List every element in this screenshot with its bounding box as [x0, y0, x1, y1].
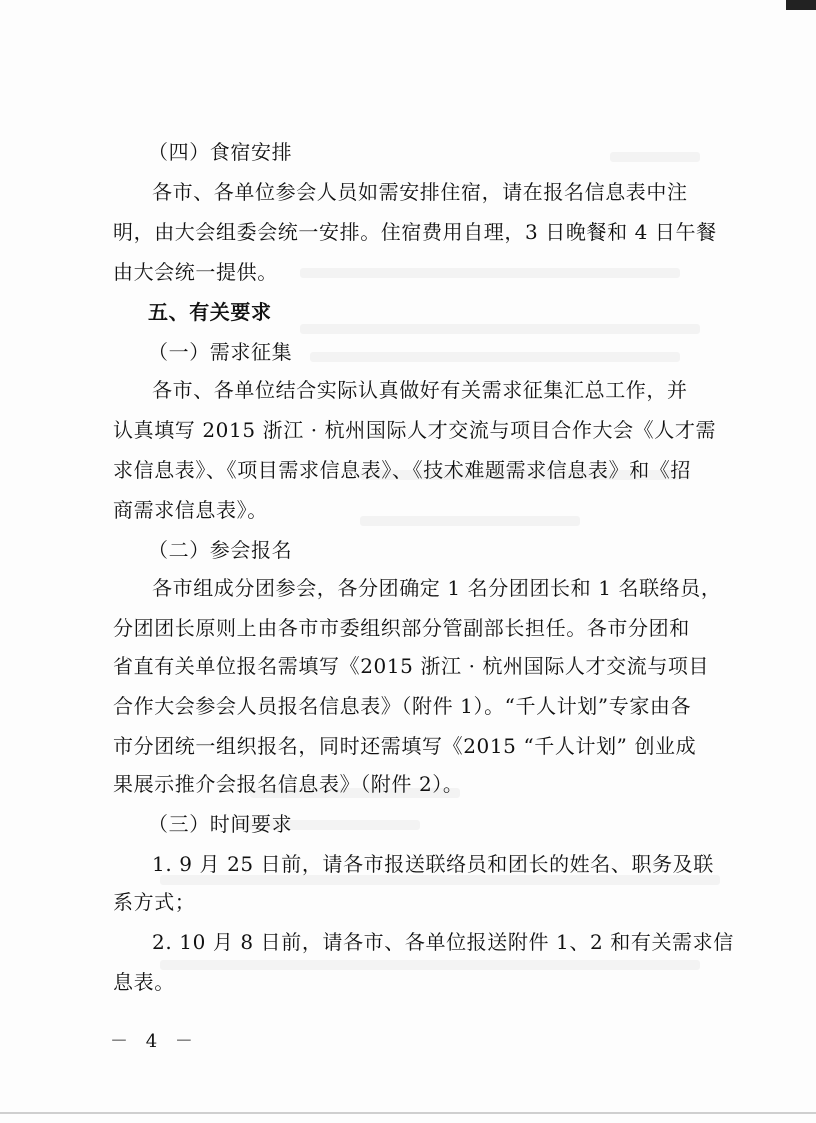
paragraph-line: 商需求信息表》。: [113, 498, 268, 522]
scan-edge-line: [0, 1112, 816, 1114]
paragraph-line: 认真填写 2015 浙江 · 杭州国际人才交流与项目合作大会《人才需: [113, 418, 717, 442]
paragraph-line: 果展示推介会报名信息表》（附件 2）。: [113, 772, 464, 796]
paragraph-line: 各市、各单位结合实际认真做好有关需求征集汇总工作，并: [152, 378, 688, 402]
list-item-line: 2. 10 月 8 日前，请各市、各单位报送附件 1、2 和有关需求信: [152, 930, 734, 954]
list-item-line: 1. 9 月 25 日前，请各市报送联络员和团长的姓名、职务及联: [152, 852, 714, 876]
paragraph-line: 市分团统一组织报名，同时还需填写《2015 “千人计划” 创业成: [113, 734, 697, 758]
section-heading-timeline: （三）时间要求: [148, 812, 293, 836]
page-number: － 4 －: [110, 1031, 199, 1052]
section-heading-demand-collection: （一）需求征集: [148, 340, 293, 364]
paragraph-line: 各市组成分团参会，各分团确定 1 名分团团长和 1 名联络员，: [152, 576, 722, 600]
section-heading-accommodation: （四）食宿安排: [148, 140, 293, 164]
paragraph-line: 各市、各单位参会人员如需安排住宿，请在报名信息表中注: [152, 180, 688, 204]
paragraph-line: 分团团长原则上由各市市委组织部分管副部长担任。各市分团和: [113, 616, 690, 640]
list-item-line: 系方式；: [113, 890, 196, 914]
paragraph-line: 明，由大会组委会统一安排。住宿费用自理，3 日晚餐和 4 日午餐: [113, 220, 717, 244]
scan-corner-mark: [786, 0, 816, 10]
part-heading-requirements: 五、有关要求: [148, 300, 272, 324]
list-item-line: 息表。: [113, 970, 175, 994]
paragraph-line: 求信息表》、《项目需求信息表》、《技术难题需求信息表》和《招: [113, 458, 691, 482]
section-heading-registration: （二）参会报名: [148, 538, 293, 562]
paragraph-line: 省直有关单位报名需填写《2015 浙江 · 杭州国际人才交流与项目: [113, 654, 710, 678]
paragraph-line: 合作大会参会人员报名信息表》（附件 1）。“千人计划”专家由各: [113, 694, 692, 718]
paragraph-line: 由大会统一提供。: [113, 260, 278, 284]
